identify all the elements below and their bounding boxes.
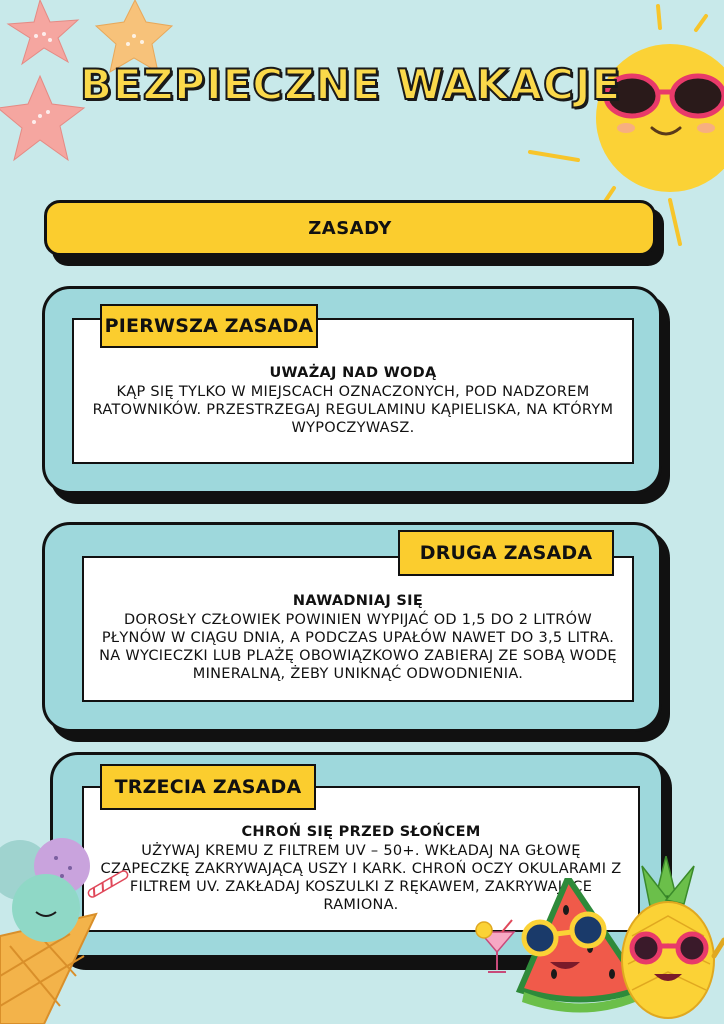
page-title: BEZPIECZNE WAKACJE xyxy=(80,60,622,109)
ice-cream-icon xyxy=(0,836,140,1024)
pineapple-character-icon xyxy=(614,856,724,1024)
section-label: ZASADY xyxy=(44,200,656,256)
rule-body: DOROSŁY CZŁOWIEK POWINIEN WYPIJAĆ OD 1,5 DO 2 LITRÓW PŁYNÓW W CIĄGU DNIA, A PODCZAS UPAŁÓW NAWET DO 3,5 LITRA. NA WYCIECZKI LUB PLAŻĘ OBOWIĄZKOWO ZABIERAJ ZE SOBĄ WODĘ MINERALNĄ, ŻEBY UNIKNĄĆ ODWODNIENIA. xyxy=(99,612,617,682)
rule-label-1: PIERWSZA ZASADA xyxy=(100,304,318,348)
rule-heading: CHROŃ SIĘ PRZED SŁOŃCEM xyxy=(241,824,481,840)
rule-body: UŻYWAJ KREMU Z FILTREM UV – 50+. WKŁADAJ NA GŁOWĘ CZAPECZKĘ ZAKRYWAJĄCĄ USZY I KARK. CHROŃ OCZY OKULARAMI Z FILTREM UV. ZAKŁADAJ KOSZULKI Z RĘKAWEM, ZAKRYWAJĄCE RAMIONA. xyxy=(100,843,622,913)
rule-body: KĄP SIĘ TYLKO W MIEJSCACH OZNACZONYCH, POD NADZOREM RATOWNIKÓW. PRZESTRZEGAJ REGULAMINU KĄPIELISKA, NA KTÓRYM WYPOCZYWASZ. xyxy=(92,384,614,436)
rule-heading: NAWADNIAJ SIĘ xyxy=(292,593,424,609)
rule-content-2 xyxy=(82,556,634,702)
rule-label-2: DRUGA ZASADA xyxy=(398,530,614,576)
rule-heading: UWAŻAJ NAD WODĄ xyxy=(269,365,437,381)
rule-label-3: TRZECIA ZASADA xyxy=(100,764,316,810)
